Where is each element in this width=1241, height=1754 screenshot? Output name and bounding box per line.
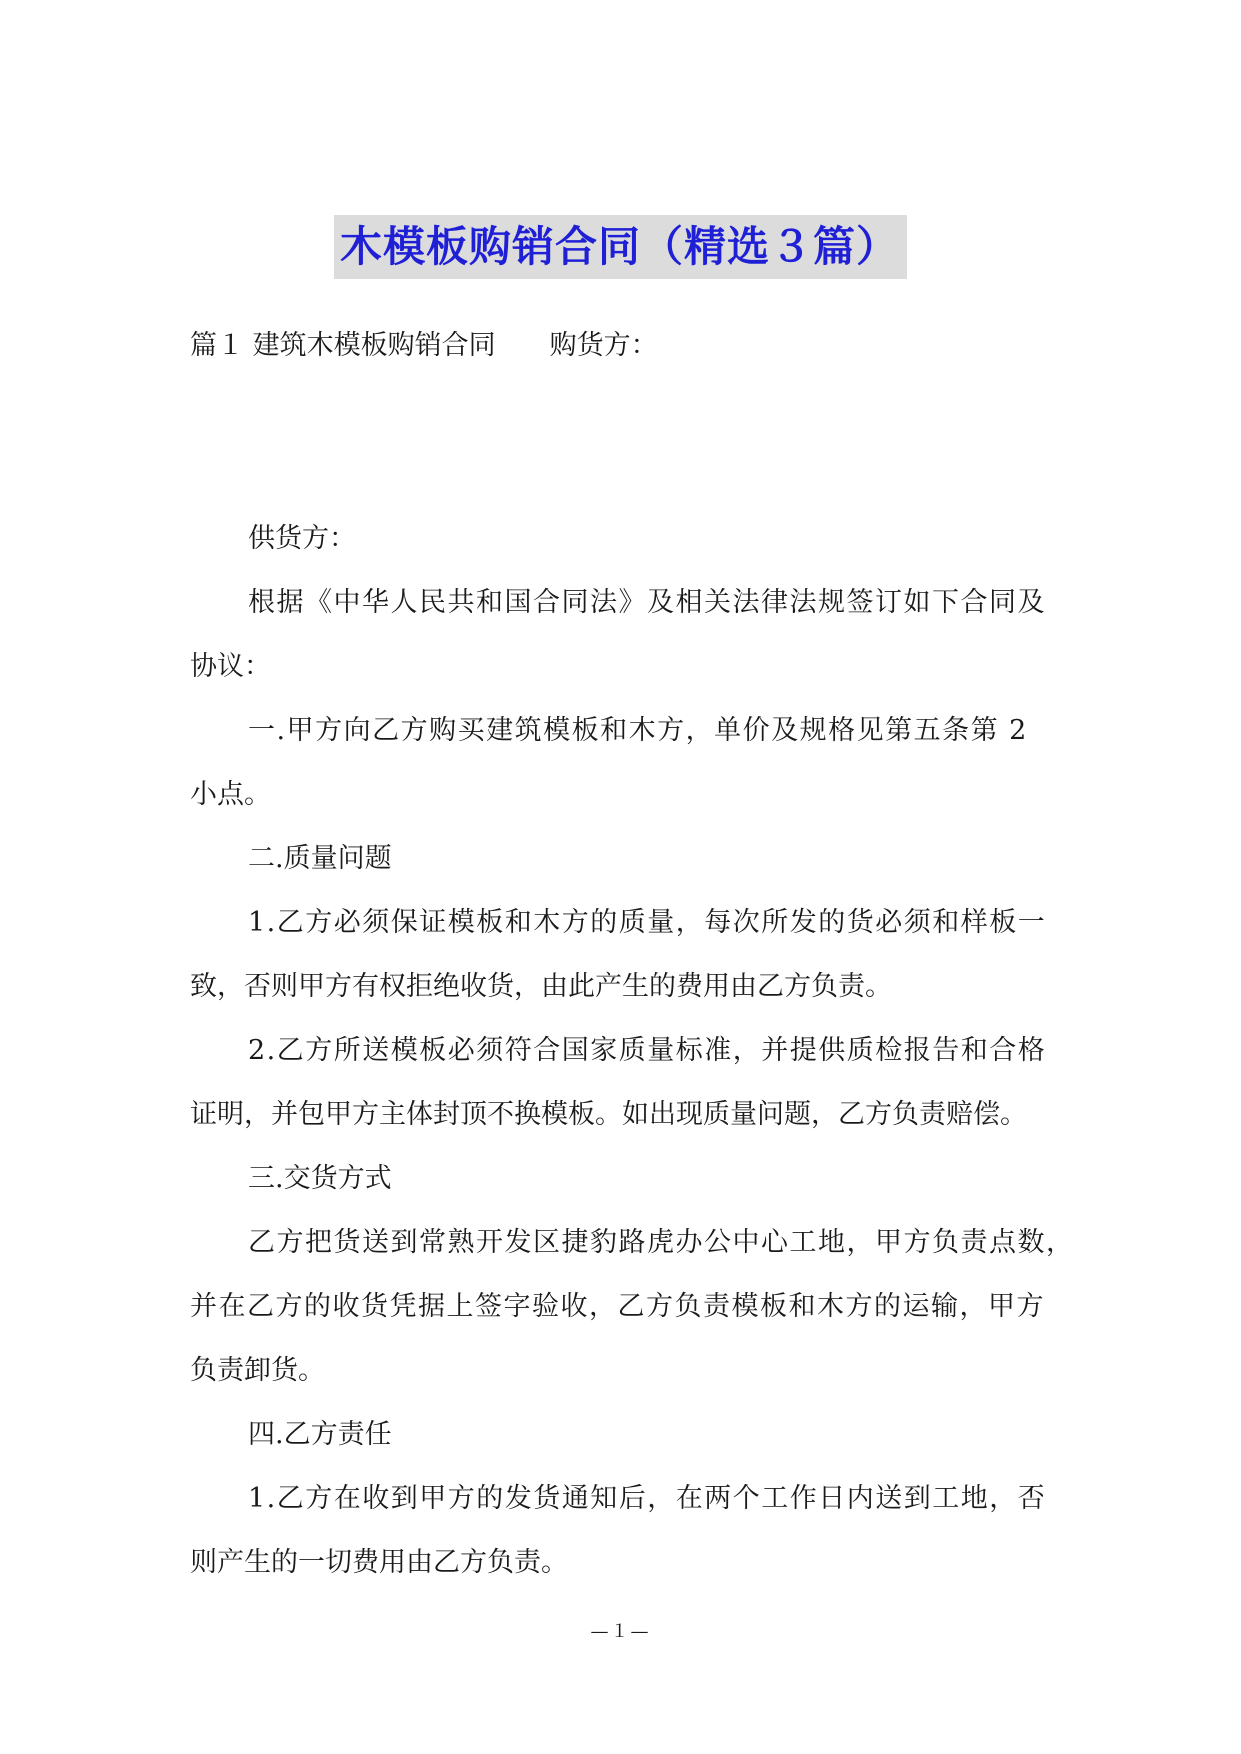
supplier-label: 供货方： <box>248 523 356 554</box>
item-2-2-line-1: 2.乙方所送模板必须符合国家质量标准，并提供质检报告和合格 <box>248 1035 1047 1066</box>
paragraph-intro-line-1: 根据《中华人民共和国合同法》及相关法律法规签订如下合同及 <box>248 587 1046 618</box>
page-number: —１— <box>590 1621 651 1642</box>
item-4-1-line-1: 1.乙方在收到甲方的发货通知后，在两个工作日内送到工地，否 <box>248 1483 1047 1514</box>
section-2-heading: 二.质量问题 <box>248 843 392 874</box>
title-container <box>0 215 1241 279</box>
item-2-2-line-2: 证明，并包甲方主体封顶不换模板。如出现质量问题，乙方负责赔偿。 <box>190 1099 1027 1130</box>
item-2-1-line-2: 致，否则甲方有权拒绝收货，由此产生的费用由乙方负责。 <box>190 971 892 1002</box>
section-3-heading: 三.交货方式 <box>248 1163 392 1194</box>
paragraph-intro-line-2: 协议： <box>190 651 271 682</box>
item-3-line-3: 负责卸货。 <box>190 1355 325 1386</box>
item-4-1-line-2: 则产生的一切费用由乙方负责。 <box>190 1547 568 1578</box>
item-3-line-1: 乙方把货送到常熟开发区捷豹路虎办公中心工地，甲方负责点数， <box>248 1227 1075 1258</box>
section-4-heading: 四.乙方责任 <box>248 1419 392 1450</box>
item-2-1-line-1: 1.乙方必须保证模板和木方的质量，每次所发的货必须和样板一 <box>248 907 1047 938</box>
document-title: 木模板购销合同（精选３篇） <box>334 215 907 279</box>
clause-1-line-2: 小点。 <box>190 779 271 810</box>
heading-line: 篇１ 建筑木模板购销合同 购货方： <box>190 330 658 361</box>
clause-1-line-1: 一.甲方向乙方购买建筑模板和木方，单价及规格见第五条第 2 <box>248 715 1028 746</box>
item-3-line-2: 并在乙方的收货凭据上签字验收，乙方负责模板和木方的运输，甲方 <box>190 1291 1045 1322</box>
